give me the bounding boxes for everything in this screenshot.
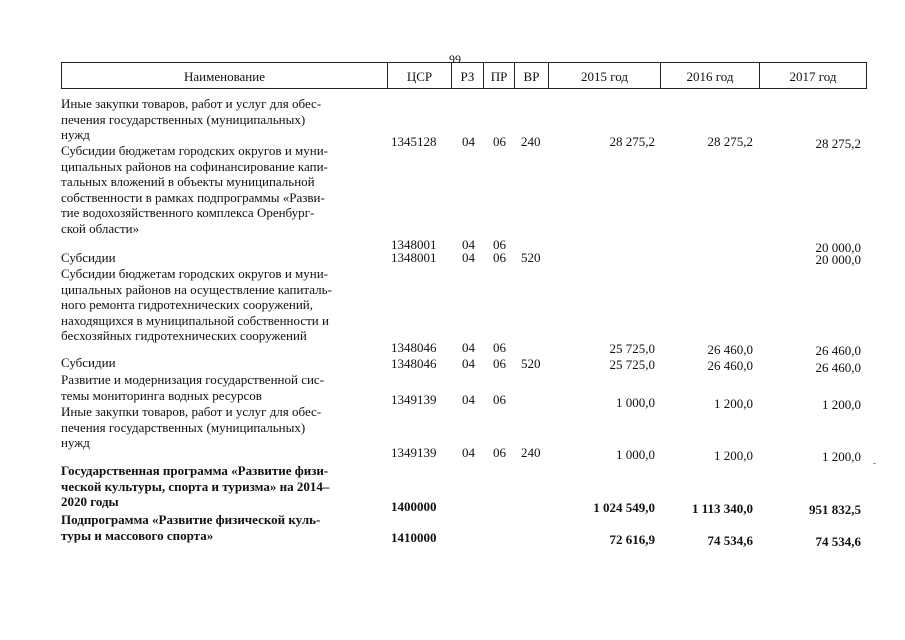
row-2015: 1 000,0 xyxy=(616,395,655,410)
row-csr: 1349139 xyxy=(391,445,437,460)
table-row xyxy=(61,355,867,375)
table-row xyxy=(61,512,867,549)
header-csr: ЦСР xyxy=(388,63,452,88)
table-row xyxy=(61,404,867,464)
row-2017: 1 200,0 xyxy=(822,397,861,412)
row-rz: 04 xyxy=(462,356,475,371)
table-row xyxy=(61,266,867,356)
row-rz: 04 xyxy=(462,237,475,252)
row-vr: 240 xyxy=(521,134,541,149)
row-csr: 1348001 xyxy=(391,237,437,252)
header-name: Наименование xyxy=(62,63,388,88)
row-2016: 26 460,0 xyxy=(707,358,753,373)
row-2015: 1 000,0 xyxy=(616,447,655,462)
row-name: Подпрограмма «Развитие физической куль- туры и массового спорта» xyxy=(61,512,321,543)
header-rz: РЗ xyxy=(452,63,484,88)
row-csr: 1345128 xyxy=(391,134,437,149)
row-2017: 26 460,0 xyxy=(815,360,861,375)
row-name: Субсидии xyxy=(61,250,116,265)
row-2015: 72 616,9 xyxy=(609,532,655,547)
row-pr: 06 xyxy=(493,134,506,149)
row-2017: 20 000,0 xyxy=(815,240,861,255)
table-row xyxy=(61,463,867,517)
row-vr: 520 xyxy=(521,250,541,265)
header-2015: 2015 год xyxy=(549,63,661,88)
row-name: Государственная программа «Развитие физи- ческой культуры, спорта и туризма» на 2014– 2020 годы xyxy=(61,463,330,509)
header-vr: ВР xyxy=(515,63,549,88)
row-name: Субсидии бюджетам городских округов и муни- ципальных районов на осуществление капиталь- ного ремонта гидротехнических сооружений, находящихся в муниципальной собственности и бесхозяйных гидротехнических сооружений xyxy=(61,266,332,343)
table-row xyxy=(61,372,867,412)
row-2017: 74 534,6 xyxy=(815,534,861,549)
row-pr: 06 xyxy=(493,445,506,460)
row-rz: 04 xyxy=(462,340,475,355)
row-csr: 1348046 xyxy=(391,340,437,355)
header-2016: 2016 год xyxy=(661,63,760,88)
row-2016: 1 113 340,0 xyxy=(691,501,753,516)
row-csr: 1349139 xyxy=(391,392,437,407)
row-name: Иные закупки товаров, работ и услуг для обес- печения государственных (муниципальных) нужд xyxy=(61,404,322,450)
row-name: Субсидии xyxy=(61,355,116,370)
row-vr: 520 xyxy=(521,356,541,371)
row-csr: 1400000 xyxy=(391,499,437,514)
page-number: 99 xyxy=(449,52,461,66)
row-name: Иные закупки товаров, работ и услуг для обес- печения государственных (муниципальных) нужд xyxy=(61,96,322,142)
row-pr: 06 xyxy=(493,237,506,252)
row-2015: 25 725,0 xyxy=(609,341,655,356)
row-csr: 1348046 xyxy=(391,356,437,371)
row-csr: 1348001 xyxy=(391,250,437,265)
row-vr: 240 xyxy=(521,445,541,460)
scan-mark xyxy=(873,463,876,464)
row-2015: 1 024 549,0 xyxy=(593,500,655,515)
row-2016: 28 275,2 xyxy=(707,134,753,149)
row-2017: 951 832,5 xyxy=(809,502,861,517)
row-2016: 1 200,0 xyxy=(714,396,753,411)
header-pr: ПР xyxy=(484,63,515,88)
row-2016: 26 460,0 xyxy=(707,342,753,357)
table-header xyxy=(61,62,867,89)
row-rz: 04 xyxy=(462,134,475,149)
row-pr: 06 xyxy=(493,392,506,407)
row-2016: 1 200,0 xyxy=(714,448,753,463)
table-row xyxy=(61,143,867,253)
row-2016: 74 534,6 xyxy=(707,533,753,548)
row-rz: 04 xyxy=(462,392,475,407)
row-2017: 20 000,0 xyxy=(815,252,861,267)
table-row xyxy=(61,250,867,266)
header-2017: 2017 год xyxy=(789,69,837,84)
row-2017: 28 275,2 xyxy=(815,136,861,151)
row-2015: 28 275,2 xyxy=(609,134,655,149)
row-2017: 26 460,0 xyxy=(815,343,861,358)
row-csr: 1410000 xyxy=(391,530,437,545)
row-2017: 1 200,0 xyxy=(822,449,861,464)
row-pr: 06 xyxy=(493,250,506,265)
row-name: Субсидии бюджетам городских округов и муни- ципальных районов на софинансирование капи- тальных вложений в объекты муниципальной собственности в рамках подпрограммы «Разви- тие водохозяйственного комплекса Оренбург- ской области» xyxy=(61,143,329,236)
row-rz: 04 xyxy=(462,445,475,460)
row-name: Развитие и модернизация государственной сис- темы мониторинга водных ресурсов xyxy=(61,372,325,403)
row-2015: 25 725,0 xyxy=(609,357,655,372)
row-pr: 06 xyxy=(493,340,506,355)
row-rz: 04 xyxy=(462,250,475,265)
row-pr: 06 xyxy=(493,356,506,371)
